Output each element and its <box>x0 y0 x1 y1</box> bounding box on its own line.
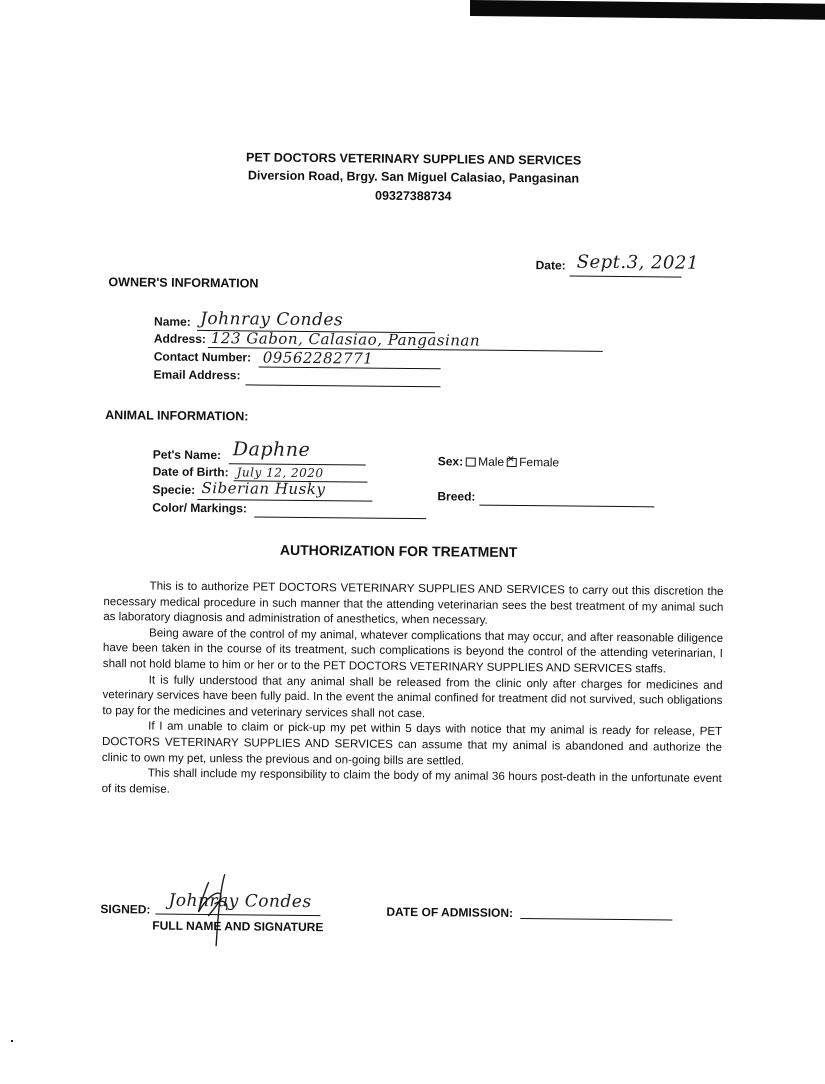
owner-section-title: OWNER'S INFORMATION <box>108 275 259 291</box>
color-markings-label: Color/ Markings: <box>152 500 248 516</box>
dob-value[interactable]: July 12, 2020 <box>236 465 324 481</box>
signed-label: SIGNED: <box>100 902 151 917</box>
color-markings-line[interactable] <box>254 516 426 519</box>
animal-section-title: ANIMAL INFORMATION: <box>105 408 249 424</box>
owner-name-value[interactable]: Johnray Condes <box>200 308 344 331</box>
authorization-paragraph: This is to authorize PET DOCTORS VETERINARY SUPPLIES AND SERVICES to carry out this discretion the necessary medical procedure in such manner that the attending veterinarian sees the best treatment of my animal such as laboratory diagnosis and administration of anesthetics, when necessary. <box>103 579 724 627</box>
authorization-body <box>102 578 724 802</box>
clinic-name: PET DOCTORS VETERINARY SUPPLIES AND SERVICES <box>245 150 582 168</box>
clinic-address: Diversion Road, Brgy. San Miguel Calasiao, Pangasinan <box>247 168 580 186</box>
dob-label: Date of Birth: <box>152 464 229 480</box>
sex-label: Sex: <box>437 454 464 469</box>
authorization-paragraph: Being aware of the control of my animal, whatever complications that may occur, and after reasonable diligence have been taken in the course of its treatment, such complications is beyond the control of the attending veterinarian, I shall not hold blame to him or her or to the PET DOCTORS VETERINARY SUPPLIES AND SERVICES staffs. <box>102 626 724 676</box>
sex-male-option: Male <box>478 454 505 469</box>
sex-male-checkbox[interactable] <box>466 458 476 467</box>
owner-contact-value[interactable]: 09562282771 <box>262 348 374 368</box>
pet-name-value[interactable]: Daphne <box>232 438 311 462</box>
authorization-paragraph: It is fully understood that any animal shall be released from the clinic only after charges for medicines and veterinary services have been fully paid. In the event the animal confined for treatment did not survived, such obligations to pay for the medicines and veterinary services shall not case. <box>102 673 723 720</box>
sex-field <box>438 454 560 469</box>
owner-address-label: Address: <box>153 331 207 347</box>
owner-name-label: Name: <box>154 314 191 329</box>
date-line <box>570 276 682 278</box>
owner-email-line[interactable] <box>245 384 440 387</box>
species-value[interactable]: Siberian Husky <box>201 478 326 499</box>
owner-contact-label: Contact Number: <box>153 349 252 365</box>
sex-female-option: Female <box>519 455 560 470</box>
admission-date-line[interactable] <box>520 918 672 920</box>
owner-email-label: Email Address: <box>153 367 241 383</box>
clinic-phone: 09327388734 <box>374 188 452 204</box>
authorization-paragraph: This shall include my responsibility to claim the body of my animal 36 hours post-death in the unfortunate event of its demise. <box>101 766 722 796</box>
authorization-paragraph: If I am unable to claim or pick-up my pet within 5 days with notice that my animal is ready for release, PET DOCTORS VETERINARY SUPPLIES AND SERVICES can assume that my animal is abandoned and authorize the clinic to own my pet, unless the previous and on-going bills are settled. <box>101 719 723 768</box>
signed-name-value[interactable]: Johnray Condes <box>168 890 312 913</box>
scan-speck <box>11 1040 13 1042</box>
breed-line[interactable] <box>479 505 654 508</box>
species-label: Specie: <box>152 482 196 497</box>
date-label: Date: <box>535 258 566 273</box>
admission-date-label: DATE OF ADMISSION: <box>386 904 514 920</box>
sex-female-checkbox[interactable] <box>507 458 517 467</box>
date-value[interactable]: Sept.3, 2021 <box>576 251 699 274</box>
authorization-title: AUTHORIZATION FOR TREATMENT <box>279 541 518 561</box>
breed-label: Breed: <box>437 489 476 504</box>
owner-address-value[interactable]: 123 Gabon, Calasiao, Pangasinan <box>210 329 481 350</box>
pet-name-label: Pet's Name: <box>152 447 222 463</box>
signature-caption: FULL NAME AND SIGNATURE <box>152 918 324 935</box>
